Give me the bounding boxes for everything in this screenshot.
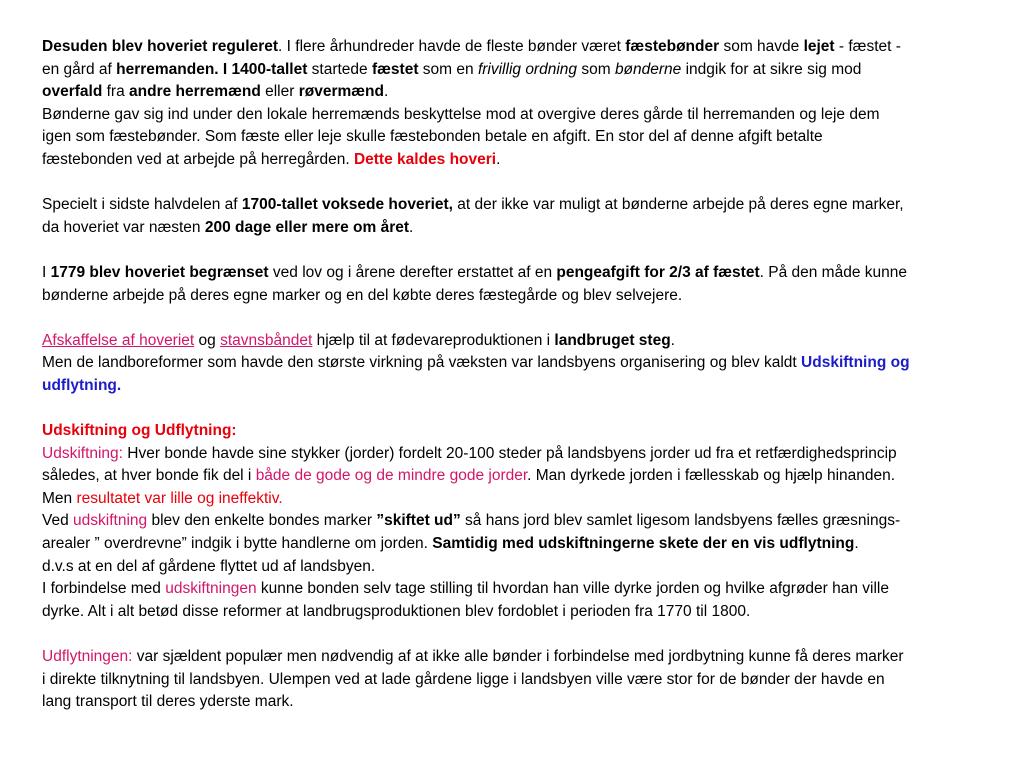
p1-line-4: Bønderne gav sig ind under den lokale herremænds beskyttelse mod at overgive deres gårde til herremanden og leje dem xyxy=(42,105,880,123)
text: Ved xyxy=(42,512,74,530)
highlight-text: udskiftningen xyxy=(165,580,257,598)
text: . På den måde kunne xyxy=(759,263,907,281)
text: . xyxy=(384,83,389,101)
bold-text: Desuden blev hoveriet reguleret xyxy=(42,38,279,55)
text: at der ikke var muligt at bønderne arbejde på deres egne marker, xyxy=(452,196,904,214)
text: hjælp til at fødevareproduktionen i xyxy=(312,331,555,349)
p5-line-3 xyxy=(42,488,998,511)
text: - fæstet - xyxy=(834,38,901,55)
p1-line-3 xyxy=(42,81,998,104)
bold-text: landbruget steg xyxy=(554,331,671,349)
text: . xyxy=(854,535,859,553)
bold-text: herremanden. I 1400-tallet xyxy=(116,60,308,78)
text: som en xyxy=(418,60,478,78)
text: . Man dyrkede jorden i fællesskab og hjælp hinanden. xyxy=(527,467,896,485)
text: . xyxy=(670,331,675,349)
p4-line-3 xyxy=(42,375,998,398)
text: kunne bonden selv tage stilling til hvordan han ville dyrke jorden og hvilke afgrøder han ville xyxy=(256,580,889,598)
paragraph-gap xyxy=(42,623,998,646)
text: og xyxy=(194,331,221,349)
text: Hver bonde havde sine stykker (jorder) fordelt 20-100 steder på landsbyens jorder ud fra et retfærdighedsprincip xyxy=(122,444,897,462)
bold-text: ”skiftet ud” xyxy=(376,512,461,530)
stavnsbaandet-link[interactable]: stavnsbåndet xyxy=(220,331,313,349)
text: så hans jord blev samlet ligesom landsbyens fælles græsnings- xyxy=(460,512,901,530)
highlight-text: Udskiftning og xyxy=(801,354,910,372)
highlight-text: udskiftning xyxy=(73,512,148,530)
bold-text: 200 dage eller mere om året xyxy=(204,218,410,236)
p2-line-1 xyxy=(42,194,998,217)
text: blev den enkelte bondes marker xyxy=(147,512,377,530)
highlight-text: resultatet var lille og ineffektiv. xyxy=(76,489,283,507)
p3-line-2: bønderne arbejde på deres egne marker og en del købte deres fæstegårde og blev selvejere. xyxy=(42,286,683,304)
p1-line-1 xyxy=(42,36,998,59)
p5-line-6: d.v.s at en del af gårdene flyttet ud af landsbyen. xyxy=(42,557,376,575)
text: indgik for at sikre sig mod xyxy=(681,60,862,78)
bold-text: fæstebønder xyxy=(625,38,720,55)
text: . xyxy=(409,218,414,236)
bold-text: røvermænd xyxy=(298,83,384,101)
text: Men xyxy=(42,489,77,507)
p6-line-1 xyxy=(42,646,998,669)
p6-line-3: lang transport til deres yderste mark. xyxy=(42,693,294,711)
bold-text: lejet xyxy=(803,38,835,55)
term-label: Udskiftning: xyxy=(42,444,123,462)
text: således, at hver bonde fik del i xyxy=(42,467,256,485)
text: arealer ” overdrevne” indgik i bytte handlerne om jorden. xyxy=(42,535,433,553)
paragraph-gap xyxy=(42,307,998,330)
bold-text: overfald xyxy=(42,83,103,101)
bold-text: fæstet xyxy=(371,60,419,78)
afskaffelse-link[interactable]: Afskaffelse af hoveriet xyxy=(42,331,195,349)
highlight-text: Dette kaldes hoveri xyxy=(353,150,497,168)
text: da hoveriet var næsten xyxy=(42,218,205,236)
term-label: Udflytningen: xyxy=(42,648,133,666)
p4-line-1 xyxy=(42,330,998,353)
text: . I flere århundreder havde de fleste bønder været xyxy=(278,38,626,55)
p5-line-2 xyxy=(42,465,998,488)
text: som havde xyxy=(719,38,804,55)
p5-line-8: dyrke. Alt i alt betød disse reformer at landbrugsproduktionen blev fordoblet i perioden fra 1770 til 1800. xyxy=(42,602,751,620)
p1-line-2 xyxy=(42,59,998,82)
text: som xyxy=(577,60,615,78)
paragraph-gap xyxy=(42,398,998,421)
text: var sjældent populær men nødvendig af at ikke alle bønder i forbindelse med jordbytning kunne få deres marker xyxy=(132,648,904,666)
bold-text: andre herremænd xyxy=(129,83,261,101)
text: Men de landboreformer som havde den største virkning på væksten var landsbyens organisering og blev kaldt xyxy=(42,354,802,372)
paragraph-gap xyxy=(42,239,998,262)
text: en gård af xyxy=(42,60,117,78)
text: fæstebonden ved at arbejde på herregården. xyxy=(42,150,354,168)
italic-text: frivillig ordning xyxy=(477,60,578,78)
bold-text: 1779 blev hoveriet begrænset xyxy=(50,263,269,281)
text: I xyxy=(42,263,51,281)
text: Specielt i sidste halvdelen af xyxy=(42,196,242,214)
highlight-text: både de gode og de mindre gode jorder xyxy=(255,467,528,485)
bold-text: Samtidig med udskiftningerne skete der en vis udflytning xyxy=(432,535,855,553)
p2-line-2 xyxy=(42,217,998,240)
p4-line-2 xyxy=(42,352,998,375)
p6-line-2: i direkte tilknytning til landsbyen. Ulempen ved at lade gårdene ligge i landsbyen ville være stor for de bønder der havde en xyxy=(42,670,885,688)
p5-line-5 xyxy=(42,533,998,556)
bold-text: pengeafgift for 2/3 af fæstet xyxy=(556,263,760,281)
text: . xyxy=(496,150,501,168)
p3-line-1 xyxy=(42,262,998,285)
p1-line-5: igen som fæstebønder. Som fæste eller leje skulle fæstebonden betale en afgift. En stor del af denne afgift betalte xyxy=(42,128,823,146)
text: eller xyxy=(260,83,299,101)
highlight-text: udflytning. xyxy=(42,376,122,394)
italic-text: bønderne xyxy=(614,60,682,78)
text: ved lov og i årene derefter erstattet af en xyxy=(268,263,557,281)
paragraph-gap xyxy=(42,172,998,195)
heading-text: Udskiftning og Udflytning: xyxy=(42,422,237,440)
p1-line-6 xyxy=(42,149,998,172)
text: fra xyxy=(102,83,130,101)
section-heading xyxy=(42,420,998,443)
p5-line-1 xyxy=(42,443,998,466)
text: I forbindelse med xyxy=(42,580,166,598)
p5-line-7 xyxy=(42,578,998,601)
p5-line-4 xyxy=(42,510,998,533)
bold-text: 1700-tallet voksede hoveriet, xyxy=(241,196,453,214)
text: startede xyxy=(307,60,372,78)
document-body xyxy=(42,36,998,714)
